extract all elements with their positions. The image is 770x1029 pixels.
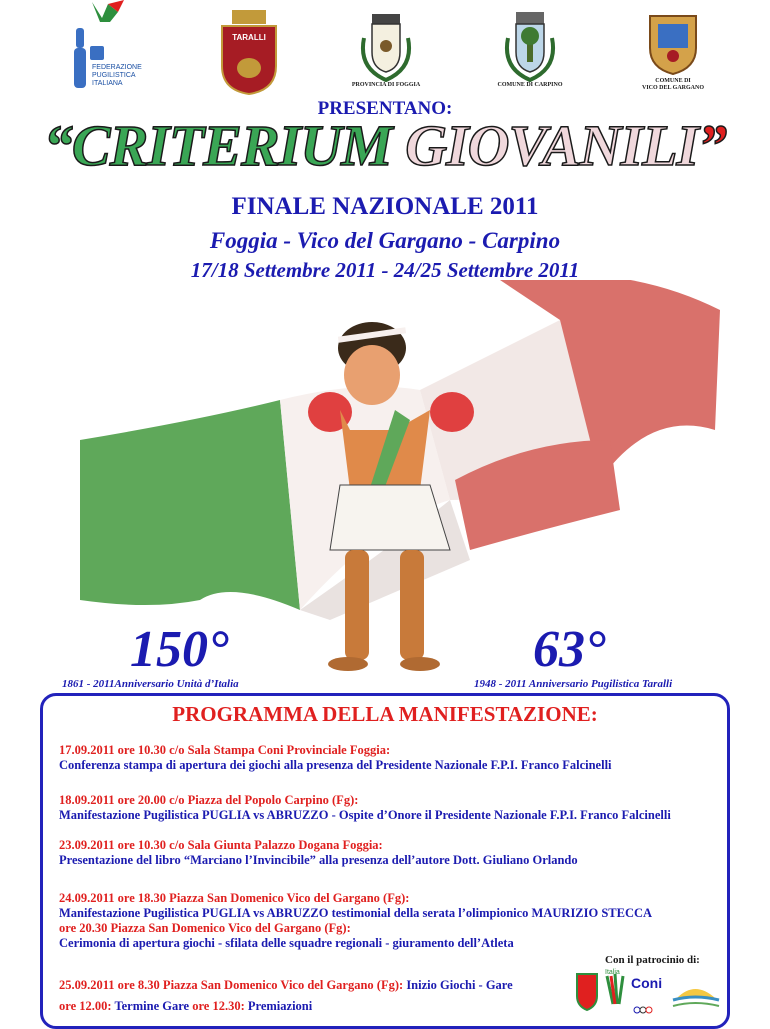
main-title [0, 112, 770, 179]
carpino-caption: COMUNE DI CARPINO [497, 82, 563, 88]
provincia-crest-icon [356, 8, 416, 82]
anniversary-150-text: 1861 - 2011Anniversario Unità d’Italia [62, 678, 239, 690]
sponsor-logos-icon [573, 966, 723, 1022]
coni-label: Coni [631, 975, 663, 991]
presentano-label: PRESENTANO: [317, 98, 453, 119]
event-4-body: Manifestazione Pugilistica PUGLIA vs ABRUZZO testimonial della serata l’olimpionico MAURIZIO STECCA [59, 906, 653, 920]
carpino-logo [500, 8, 560, 87]
taralli-logo-text: TARALLI [232, 33, 266, 42]
event-2-body: Manifestazione Pugilistica PUGLIA vs ABRUZZO - Ospite d’Onore il Presidente Nazionale F.P.I. Franco Falcinelli [59, 808, 671, 822]
event-5-line [59, 978, 513, 993]
title-word-criterium: CRITERIUM [71, 113, 392, 178]
event-3-body: Presentazione del libro “Marciano l’Invincibile” alla presenza dell’autore Dott. Giuliano Orlando [59, 853, 578, 867]
event-2-head: 18.09.2011 ore 20.00 c/o Piazza del Popolo Carpino (Fg): [59, 793, 359, 807]
carpino-crest-icon [500, 8, 560, 82]
event-4-body-2: Cerimonia di apertura giochi - sfilata delle squadre regionali - giuramento dell’Atleta [59, 936, 514, 950]
dates-line: 17/18 Settembre 2011 - 24/25 Settembre 2011 [190, 258, 580, 282]
event-5-head: 25.09.2011 ore 8.30 Piazza San Domenico Vico del Gargano (Fg): [59, 978, 404, 992]
anniversary-63-number: 63° [533, 621, 606, 678]
program-title: PROGRAMMA DELLA MANIFESTAZIONE: [172, 702, 598, 726]
event-4-head-2: ore 20.30 Piazza San Domenico Vico del Gargano (Fg): [59, 921, 351, 935]
event-6-line [59, 999, 312, 1014]
patrocinio-label: Con il patrocinio di: [605, 954, 700, 966]
event-5-tail: Inizio Giochi - Gare [403, 978, 513, 992]
event-4-head: 24.09.2011 ore 18.30 Piazza San Domenico Vico del Gargano (Fg): [59, 891, 410, 905]
cities-line: Foggia - Vico del Gargano - Carpino [209, 228, 561, 253]
event-6-time-1: ore 12.00: [59, 999, 112, 1013]
anniversary-150-number: 150° [130, 621, 229, 678]
provincia-caption: PROVINCIA DI FOGGIA [351, 82, 421, 88]
vico-caption: COMUNE DI VICO DEL GARGANO [641, 78, 704, 91]
vico-logo [646, 10, 700, 81]
anniversary-63-text: 1948 - 2011 Anniversario Pugilistica Taralli [474, 678, 673, 690]
subtitle: FINALE NAZIONALE 2011 [231, 193, 539, 220]
vico-crest-icon [646, 10, 700, 76]
event-6-text-1: Termine Gare [111, 999, 193, 1013]
title-word-giovanili: GIOVANILI [405, 113, 699, 178]
boxer-flag-illustration [0, 280, 770, 700]
event-6-text-2: Premiazioni [244, 999, 313, 1013]
fpi-caption: FEDERAZIONE PUGILISTICA ITALIANA [92, 64, 142, 87]
title-close-quote: ” [698, 113, 727, 178]
event-6-time-2: ore 12.30: [192, 999, 245, 1013]
event-3-head: 23.09.2011 ore 10.30 c/o Sala Giunta Palazzo Dogana Foggia: [59, 838, 383, 852]
title-open-quote: “ [43, 113, 72, 178]
event-1-body: Conferenza stampa di apertura dei giochi alla presenza del Presidente Nazionale F.P.I. Franco Falcinelli [59, 758, 612, 772]
italia-label: Italia [605, 969, 620, 976]
sponsor-logos [573, 966, 723, 1022]
event-1-head: 17.09.2011 ore 10.30 c/o Sala Stampa Coni Provinciale Foggia: [59, 743, 391, 757]
taralli-logo [218, 8, 280, 101]
provincia-foggia-logo [356, 8, 416, 87]
program-box [40, 693, 730, 1029]
